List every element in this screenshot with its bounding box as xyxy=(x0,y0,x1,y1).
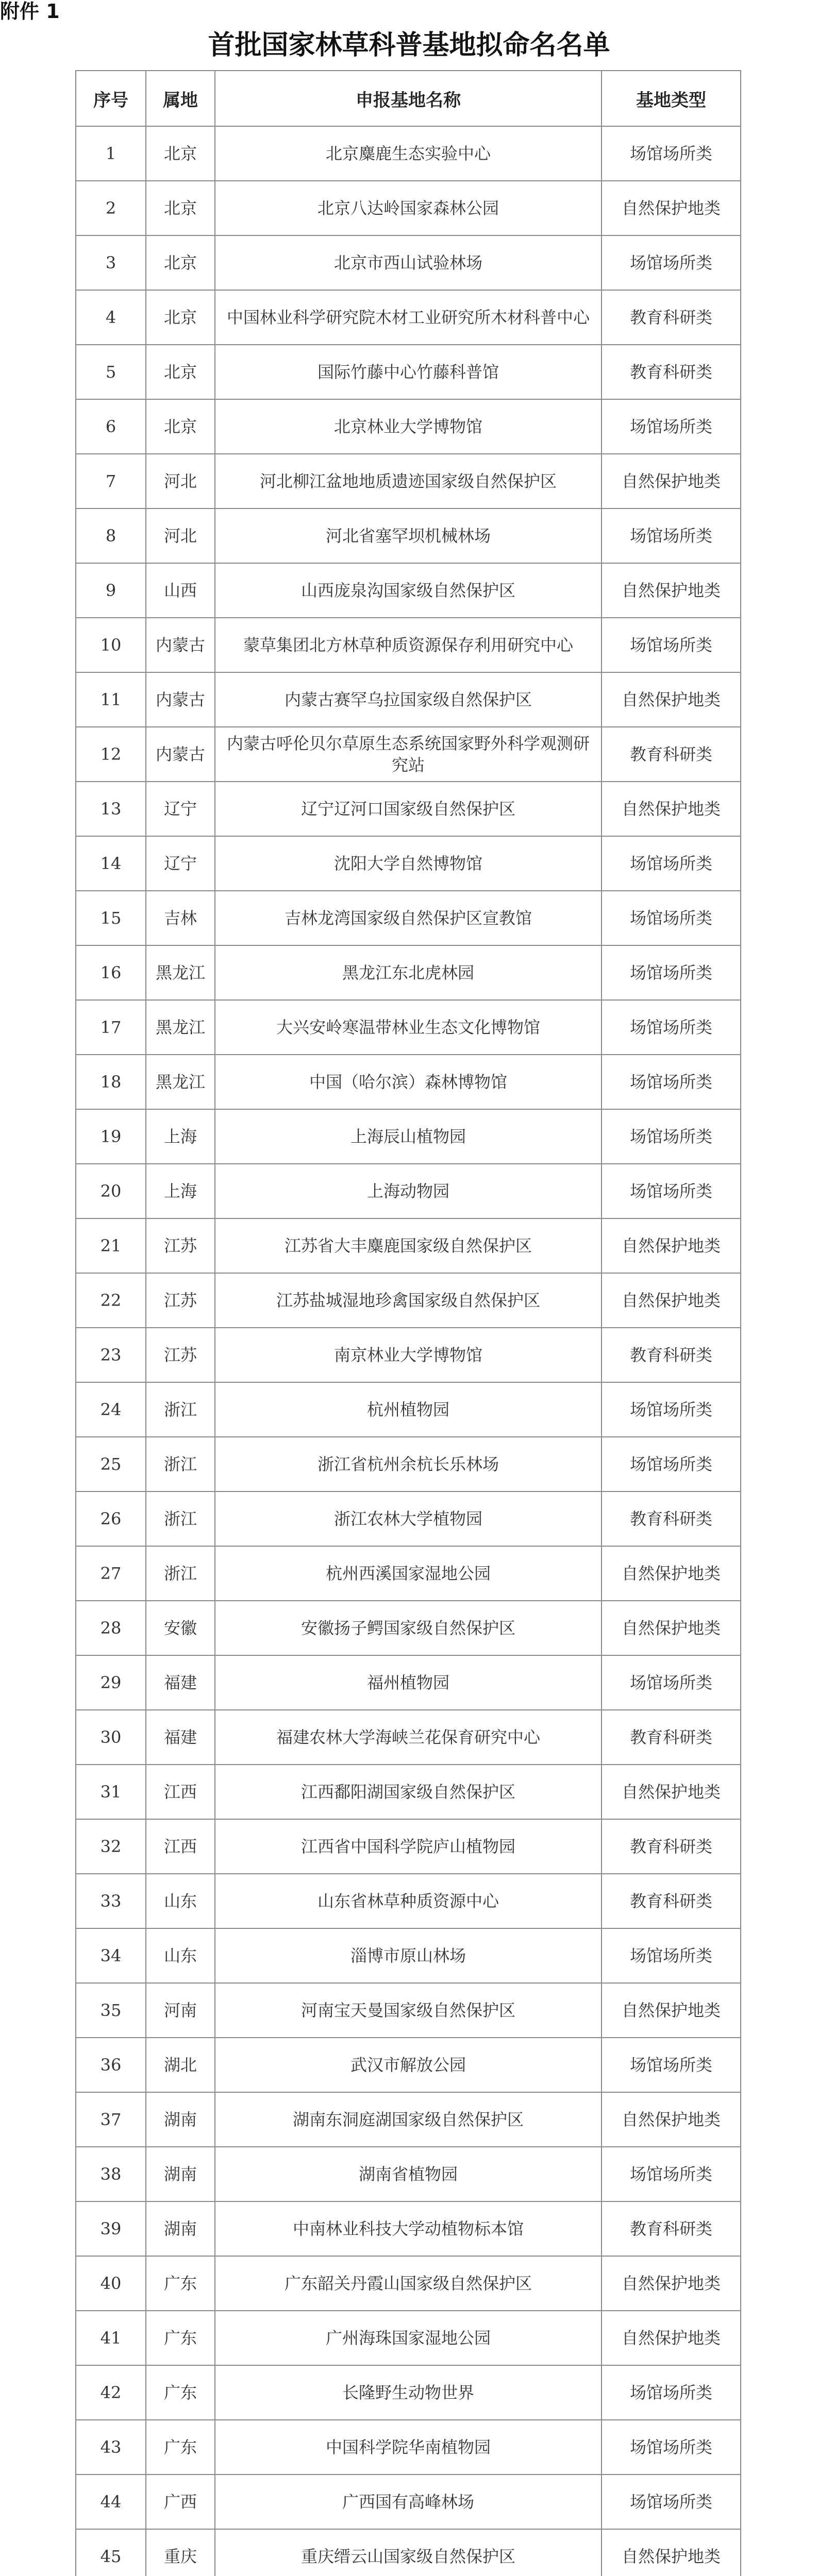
cell-region: 上海 xyxy=(146,1164,215,1218)
cell-serial-number: 34 xyxy=(76,1928,146,1983)
cell-base-name: 蒙草集团北方林草种质资源保存利用研究中心 xyxy=(215,618,602,672)
cell-base-type: 场馆场所类 xyxy=(602,126,741,181)
cell-serial-number: 1 xyxy=(76,126,146,181)
cell-base-name: 浙江省杭州余杭长乐林场 xyxy=(215,1437,602,1492)
cell-base-type: 场馆场所类 xyxy=(602,2038,741,2092)
cell-base-name: 大兴安岭寒温带林业生态文化博物馆 xyxy=(215,1000,602,1055)
cell-region: 黑龙江 xyxy=(146,1000,215,1055)
table-row xyxy=(76,945,741,1000)
cell-serial-number: 33 xyxy=(76,1874,146,1928)
table-row xyxy=(76,1109,741,1164)
cell-base-type: 教育科研类 xyxy=(602,1492,741,1546)
cell-base-name: 中南林业科技大学动植物标本馆 xyxy=(215,2201,602,2256)
cell-base-type: 场馆场所类 xyxy=(602,618,741,672)
cell-serial-number: 21 xyxy=(76,1218,146,1273)
cell-region: 内蒙古 xyxy=(146,618,215,672)
cell-serial-number: 42 xyxy=(76,2365,146,2420)
cell-serial-number: 30 xyxy=(76,1710,146,1765)
cell-region: 广东 xyxy=(146,2256,215,2311)
table-row xyxy=(76,1601,741,1655)
cell-region: 湖南 xyxy=(146,2201,215,2256)
cell-region: 江苏 xyxy=(146,1218,215,1273)
table-row xyxy=(76,1546,741,1601)
cell-region: 山西 xyxy=(146,563,215,618)
table-row xyxy=(76,290,741,345)
cell-base-type: 场馆场所类 xyxy=(602,1164,741,1218)
header-base-type: 基地类型 xyxy=(602,71,741,126)
cell-region: 福建 xyxy=(146,1655,215,1710)
cell-region: 内蒙古 xyxy=(146,727,215,782)
cell-region: 安徽 xyxy=(146,1601,215,1655)
table-row xyxy=(76,1655,741,1710)
cell-base-name: 江西鄱阳湖国家级自然保护区 xyxy=(215,1765,602,1819)
cell-base-name: 广西国有高峰林场 xyxy=(215,2475,602,2529)
table-row xyxy=(76,1218,741,1273)
cell-base-type: 场馆场所类 xyxy=(602,2475,741,2529)
cell-serial-number: 16 xyxy=(76,945,146,1000)
cell-region: 河北 xyxy=(146,509,215,563)
table-row xyxy=(76,2311,741,2365)
cell-region: 广东 xyxy=(146,2420,215,2475)
cell-base-type: 自然保护地类 xyxy=(602,1273,741,1328)
cell-base-name: 北京市西山试验林场 xyxy=(215,235,602,290)
table-row xyxy=(76,1983,741,2038)
cell-base-type: 自然保护地类 xyxy=(602,454,741,509)
cell-region: 江西 xyxy=(146,1819,215,1874)
cell-serial-number: 32 xyxy=(76,1819,146,1874)
cell-base-type: 教育科研类 xyxy=(602,727,741,782)
cell-region: 江苏 xyxy=(146,1273,215,1328)
cell-region: 内蒙古 xyxy=(146,672,215,727)
cell-serial-number: 7 xyxy=(76,454,146,509)
cell-region: 上海 xyxy=(146,1109,215,1164)
cell-serial-number: 10 xyxy=(76,618,146,672)
cell-base-type: 场馆场所类 xyxy=(602,1928,741,1983)
cell-base-name: 江苏省大丰麋鹿国家级自然保护区 xyxy=(215,1218,602,1273)
cell-base-name: 广州海珠国家湿地公园 xyxy=(215,2311,602,2365)
cell-base-name: 河北省塞罕坝机械林场 xyxy=(215,509,602,563)
cell-base-name: 上海辰山植物园 xyxy=(215,1109,602,1164)
cell-base-type: 教育科研类 xyxy=(602,1710,741,1765)
cell-region: 浙江 xyxy=(146,1382,215,1437)
cell-serial-number: 27 xyxy=(76,1546,146,1601)
cell-region: 重庆 xyxy=(146,2529,215,2576)
cell-region: 湖南 xyxy=(146,2092,215,2147)
table-row xyxy=(76,1382,741,1437)
cell-serial-number: 23 xyxy=(76,1328,146,1382)
table-row xyxy=(76,836,741,891)
cell-base-type: 自然保护地类 xyxy=(602,2256,741,2311)
cell-region: 黑龙江 xyxy=(146,1055,215,1109)
table-row xyxy=(76,1437,741,1492)
table-row xyxy=(76,181,741,235)
cell-region: 辽宁 xyxy=(146,782,215,836)
cell-serial-number: 12 xyxy=(76,727,146,782)
cell-region: 福建 xyxy=(146,1710,215,1765)
cell-base-type: 场馆场所类 xyxy=(602,399,741,454)
table-row xyxy=(76,672,741,727)
cell-serial-number: 24 xyxy=(76,1382,146,1437)
cell-base-type: 场馆场所类 xyxy=(602,945,741,1000)
cell-base-name: 黑龙江东北虎林园 xyxy=(215,945,602,1000)
cell-base-type: 场馆场所类 xyxy=(602,1055,741,1109)
header-serial-number: 序号 xyxy=(76,71,146,126)
cell-base-type: 场馆场所类 xyxy=(602,836,741,891)
cell-base-type: 自然保护地类 xyxy=(602,782,741,836)
table-row xyxy=(76,1164,741,1218)
table-row xyxy=(76,1055,741,1109)
cell-base-name: 中国林业科学研究院木材工业研究所木材科普中心 xyxy=(215,290,602,345)
cell-region: 辽宁 xyxy=(146,836,215,891)
table-row xyxy=(76,2092,741,2147)
table-row xyxy=(76,2038,741,2092)
table-row xyxy=(76,563,741,618)
cell-base-name: 北京麋鹿生态实验中心 xyxy=(215,126,602,181)
cell-serial-number: 41 xyxy=(76,2311,146,2365)
table-row xyxy=(76,345,741,399)
table-row xyxy=(76,1000,741,1055)
cell-region: 江苏 xyxy=(146,1328,215,1382)
table-row xyxy=(76,399,741,454)
table-row xyxy=(76,2365,741,2420)
cell-base-name: 国际竹藤中心竹藤科普馆 xyxy=(215,345,602,399)
cell-base-name: 北京林业大学博物馆 xyxy=(215,399,602,454)
cell-base-type: 自然保护地类 xyxy=(602,1983,741,2038)
cell-region: 广东 xyxy=(146,2365,215,2420)
cell-base-name: 江苏盐城湿地珍禽国家级自然保护区 xyxy=(215,1273,602,1328)
header-base-name: 申报基地名称 xyxy=(215,71,602,126)
cell-serial-number: 18 xyxy=(76,1055,146,1109)
table-row xyxy=(76,2475,741,2529)
cell-base-type: 教育科研类 xyxy=(602,2201,741,2256)
table-row xyxy=(76,1765,741,1819)
cell-serial-number: 14 xyxy=(76,836,146,891)
cell-serial-number: 8 xyxy=(76,509,146,563)
cell-base-type: 自然保护地类 xyxy=(602,1765,741,1819)
table-row xyxy=(76,2201,741,2256)
cell-serial-number: 15 xyxy=(76,891,146,945)
table-row xyxy=(76,1273,741,1328)
cell-serial-number: 25 xyxy=(76,1437,146,1492)
cell-serial-number: 20 xyxy=(76,1164,146,1218)
cell-base-name: 重庆缙云山国家级自然保护区 xyxy=(215,2529,602,2576)
cell-serial-number: 5 xyxy=(76,345,146,399)
cell-base-type: 自然保护地类 xyxy=(602,1218,741,1273)
document-title: 首批国家林草科普基地拟命名名单 xyxy=(208,29,610,61)
cell-base-name: 广东韶关丹霞山国家级自然保护区 xyxy=(215,2256,602,2311)
cell-region: 湖北 xyxy=(146,2038,215,2092)
cell-base-name: 淄博市原山林场 xyxy=(215,1928,602,1983)
cell-base-type: 自然保护地类 xyxy=(602,2092,741,2147)
cell-base-type: 教育科研类 xyxy=(602,1328,741,1382)
cell-base-name: 上海动物园 xyxy=(215,1164,602,1218)
cell-region: 北京 xyxy=(146,235,215,290)
header-region: 属地 xyxy=(146,71,215,126)
table-row xyxy=(76,1328,741,1382)
cell-base-name: 杭州西溪国家湿地公园 xyxy=(215,1546,602,1601)
cell-region: 河北 xyxy=(146,454,215,509)
cell-base-type: 场馆场所类 xyxy=(602,1000,741,1055)
cell-base-type: 自然保护地类 xyxy=(602,672,741,727)
cell-base-type: 场馆场所类 xyxy=(602,1655,741,1710)
cell-region: 山东 xyxy=(146,1874,215,1928)
table-body xyxy=(76,126,741,2576)
cell-base-name: 浙江农林大学植物园 xyxy=(215,1492,602,1546)
cell-serial-number: 19 xyxy=(76,1109,146,1164)
cell-serial-number: 45 xyxy=(76,2529,146,2576)
cell-base-type: 教育科研类 xyxy=(602,290,741,345)
cell-region: 北京 xyxy=(146,345,215,399)
cell-base-type: 自然保护地类 xyxy=(602,1546,741,1601)
cell-region: 北京 xyxy=(146,290,215,345)
table-row xyxy=(76,2420,741,2475)
cell-base-name: 安徽扬子鳄国家级自然保护区 xyxy=(215,1601,602,1655)
cell-serial-number: 13 xyxy=(76,782,146,836)
table-row xyxy=(76,1492,741,1546)
cell-base-type: 场馆场所类 xyxy=(602,235,741,290)
cell-region: 广西 xyxy=(146,2475,215,2529)
cell-region: 湖南 xyxy=(146,2147,215,2201)
table-row xyxy=(76,2529,741,2576)
cell-base-type: 场馆场所类 xyxy=(602,509,741,563)
cell-serial-number: 9 xyxy=(76,563,146,618)
cell-base-name: 中国科学院华南植物园 xyxy=(215,2420,602,2475)
table-row xyxy=(76,727,741,782)
cell-base-name: 武汉市解放公园 xyxy=(215,2038,602,2092)
cell-base-type: 教育科研类 xyxy=(602,1874,741,1928)
cell-region: 北京 xyxy=(146,399,215,454)
cell-base-name: 福建农林大学海峡兰花保育研究中心 xyxy=(215,1710,602,1765)
cell-serial-number: 11 xyxy=(76,672,146,727)
cell-base-type: 场馆场所类 xyxy=(602,2147,741,2201)
cell-base-name: 内蒙古赛罕乌拉国家级自然保护区 xyxy=(215,672,602,727)
cell-base-name: 河北柳江盆地地质遗迹国家级自然保护区 xyxy=(215,454,602,509)
cell-serial-number: 22 xyxy=(76,1273,146,1328)
table-row xyxy=(76,782,741,836)
cell-base-type: 自然保护地类 xyxy=(602,563,741,618)
cell-base-name: 湖南东洞庭湖国家级自然保护区 xyxy=(215,2092,602,2147)
cell-region: 北京 xyxy=(146,181,215,235)
table-row xyxy=(76,891,741,945)
cell-base-type: 自然保护地类 xyxy=(602,2311,741,2365)
cell-base-type: 场馆场所类 xyxy=(602,2420,741,2475)
cell-serial-number: 43 xyxy=(76,2420,146,2475)
cell-base-type: 场馆场所类 xyxy=(602,1109,741,1164)
table-header-row xyxy=(76,71,741,126)
cell-base-name: 北京八达岭国家森林公园 xyxy=(215,181,602,235)
cell-region: 浙江 xyxy=(146,1492,215,1546)
cell-base-name: 江西省中国科学院庐山植物园 xyxy=(215,1819,602,1874)
cell-region: 河南 xyxy=(146,1983,215,2038)
table-row xyxy=(76,2256,741,2311)
table-row xyxy=(76,1874,741,1928)
table-row xyxy=(76,2147,741,2201)
cell-base-name: 中国（哈尔滨）森林博物馆 xyxy=(215,1055,602,1109)
table-row xyxy=(76,126,741,181)
cell-region: 江西 xyxy=(146,1765,215,1819)
cell-base-type: 场馆场所类 xyxy=(602,2365,741,2420)
cell-region: 北京 xyxy=(146,126,215,181)
cell-base-type: 教育科研类 xyxy=(602,345,741,399)
cell-serial-number: 31 xyxy=(76,1765,146,1819)
cell-serial-number: 39 xyxy=(76,2201,146,2256)
cell-base-name: 吉林龙湾国家级自然保护区宣教馆 xyxy=(215,891,602,945)
cell-base-name: 杭州植物园 xyxy=(215,1382,602,1437)
cell-base-name: 辽宁辽河口国家级自然保护区 xyxy=(215,782,602,836)
cell-base-name: 山西庞泉沟国家级自然保护区 xyxy=(215,563,602,618)
cell-region: 山东 xyxy=(146,1928,215,1983)
cell-serial-number: 6 xyxy=(76,399,146,454)
table-row xyxy=(76,454,741,509)
table-row xyxy=(76,1819,741,1874)
cell-base-type: 自然保护地类 xyxy=(602,181,741,235)
table-row xyxy=(76,1710,741,1765)
cell-base-name: 山东省林草种质资源中心 xyxy=(215,1874,602,1928)
cell-serial-number: 26 xyxy=(76,1492,146,1546)
cell-base-name: 内蒙古呼伦贝尔草原生态系统国家野外科学观测研究站 xyxy=(215,727,602,782)
cell-base-name: 南京林业大学博物馆 xyxy=(215,1328,602,1382)
table-row xyxy=(76,509,741,563)
cell-base-type: 自然保护地类 xyxy=(602,1601,741,1655)
cell-base-name: 福州植物园 xyxy=(215,1655,602,1710)
cell-base-type: 场馆场所类 xyxy=(602,1437,741,1492)
attachment-label: 附件 1 xyxy=(0,0,60,23)
cell-base-type: 场馆场所类 xyxy=(602,891,741,945)
cell-serial-number: 17 xyxy=(76,1000,146,1055)
cell-region: 吉林 xyxy=(146,891,215,945)
cell-region: 广东 xyxy=(146,2311,215,2365)
cell-base-type: 自然保护地类 xyxy=(602,2529,741,2576)
base-list-table xyxy=(75,70,741,2576)
cell-base-name: 沈阳大学自然博物馆 xyxy=(215,836,602,891)
cell-region: 浙江 xyxy=(146,1437,215,1492)
cell-region: 黑龙江 xyxy=(146,945,215,1000)
table-row xyxy=(76,1928,741,1983)
cell-serial-number: 38 xyxy=(76,2147,146,2201)
cell-base-name: 长隆野生动物世界 xyxy=(215,2365,602,2420)
cell-base-name: 河南宝天曼国家级自然保护区 xyxy=(215,1983,602,2038)
cell-base-name: 湖南省植物园 xyxy=(215,2147,602,2201)
cell-serial-number: 37 xyxy=(76,2092,146,2147)
cell-serial-number: 40 xyxy=(76,2256,146,2311)
cell-serial-number: 3 xyxy=(76,235,146,290)
cell-base-type: 教育科研类 xyxy=(602,1819,741,1874)
cell-region: 浙江 xyxy=(146,1546,215,1601)
table-row xyxy=(76,235,741,290)
table-row xyxy=(76,618,741,672)
cell-serial-number: 28 xyxy=(76,1601,146,1655)
cell-serial-number: 29 xyxy=(76,1655,146,1710)
cell-serial-number: 44 xyxy=(76,2475,146,2529)
cell-serial-number: 4 xyxy=(76,290,146,345)
cell-base-type: 场馆场所类 xyxy=(602,1382,741,1437)
cell-serial-number: 2 xyxy=(76,181,146,235)
cell-serial-number: 35 xyxy=(76,1983,146,2038)
cell-serial-number: 36 xyxy=(76,2038,146,2092)
